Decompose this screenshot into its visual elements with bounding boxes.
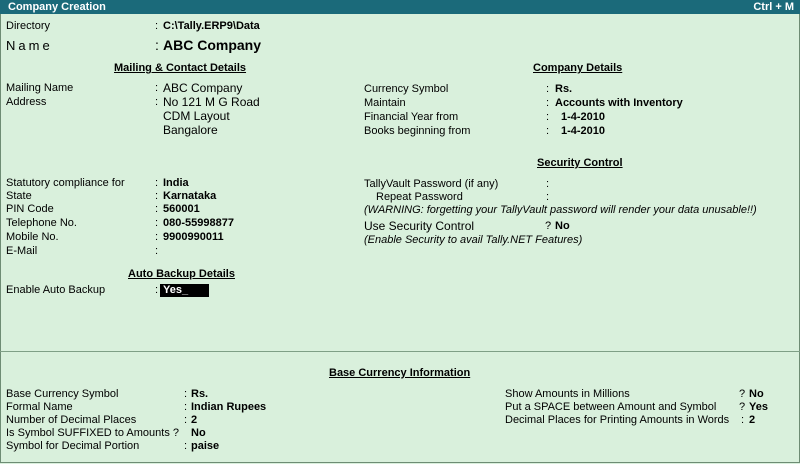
colon: : [155,284,159,296]
space-field[interactable]: Yes [749,401,768,413]
title-bar [0,0,800,14]
telephone-label: Telephone No. [6,217,77,229]
maintain-field[interactable]: Accounts with Inventory [555,97,683,109]
address-label: Address [6,96,47,108]
colon: : [155,245,159,257]
mobile-field[interactable]: 9900990011 [163,231,224,243]
state-label: State [6,190,32,202]
colon: : [155,20,159,32]
maintain-label: Maintain [364,97,406,109]
colon: : [155,96,159,108]
vault-warning: (WARNING: forgetting your TallyVault password will render your data unusable!!) [364,204,757,216]
colon: : [155,37,159,53]
colon: : [184,401,188,413]
words-decimal-label: Decimal Places for Printing Amounts in Words [505,414,730,426]
enable-backup-field[interactable]: Yes_ [160,284,209,297]
colon: : [155,177,159,189]
backup-heading: Auto Backup Details [128,268,235,280]
directory-label: Directory [6,20,51,32]
decimal-places-field[interactable]: 2 [191,414,198,426]
statutory-label: Statutory compliance for [6,177,125,189]
pin-field[interactable]: 560001 [163,203,200,215]
words-decimal-field[interactable]: 2 [749,414,756,426]
colon: : [546,111,550,123]
space-label: Put a SPACE between Amount and Symbol [505,401,717,413]
mailing-name-label: Mailing Name [6,82,74,94]
formal-name-label: Formal Name [6,401,73,413]
colon: : [155,231,159,243]
address-line-2[interactable]: CDM Layout [163,109,230,123]
company-name-field[interactable]: ABC Company [163,37,262,53]
use-security-label: Use Security Control [364,219,475,233]
formal-name-field[interactable]: Indian Rupees [191,401,267,413]
colon: : [546,83,550,95]
suffix-label: Is Symbol SUFFIXED to Amounts ? [6,427,180,439]
window-title: Company Creation [8,1,106,13]
books-field[interactable]: 1-4-2010 [561,125,606,137]
question-mark: ? [545,220,552,232]
name-label: Name [6,38,53,53]
colon: : [155,217,159,229]
fy-label: Financial Year from [364,111,459,123]
currency-symbol-field[interactable]: Rs. [555,83,573,95]
statutory-field[interactable]: India [163,177,189,189]
currency-symbol-label: Currency Symbol [364,83,449,95]
state-field[interactable]: Karnataka [163,190,217,202]
mobile-label: Mobile No. [6,231,59,243]
colon: : [155,190,159,202]
colon: : [184,440,188,452]
security-heading: Security Control [537,157,623,169]
colon: : [184,388,188,400]
suffix-field[interactable]: No [191,427,206,439]
shortcut-label: Ctrl + M [753,1,794,13]
question-mark: ? [739,401,746,413]
colon: : [546,125,550,137]
address-line-1[interactable]: No 121 M G Road [163,95,260,109]
colon: : [741,414,745,426]
colon: : [155,203,159,215]
pin-label: PIN Code [6,203,54,215]
security-note: (Enable Security to avail Tally.NET Features) [364,234,583,246]
directory-value[interactable]: C:\Tally.ERP9\Data [163,20,260,32]
section-divider [0,351,800,352]
base-symbol-field[interactable]: Rs. [191,388,209,400]
question-mark: ? [739,388,746,400]
decimal-symbol-label: Symbol for Decimal Portion [6,440,140,452]
colon: : [155,82,159,94]
fy-field[interactable]: 1-4-2010 [561,111,606,123]
vault-password-label: TallyVault Password (if any) [364,178,499,190]
enable-backup-label: Enable Auto Backup [6,284,106,296]
colon: : [546,97,550,109]
telephone-field[interactable]: 080-55998877 [163,217,234,229]
mailing-name-field[interactable]: ABC Company [163,81,243,95]
colon[interactable]: : [546,191,550,203]
mailing-heading: Mailing & Contact Details [114,62,247,74]
millions-field[interactable]: No [749,388,764,400]
colon[interactable]: : [546,178,550,190]
books-label: Books beginning from [364,125,471,137]
repeat-password-label: Repeat Password [376,191,463,203]
use-security-field[interactable]: No [555,220,570,232]
colon: : [184,414,188,426]
email-label: E-Mail [6,245,38,257]
address-line-3[interactable]: Bangalore [163,123,218,137]
decimal-places-label: Number of Decimal Places [6,414,137,426]
base-symbol-label: Base Currency Symbol [6,388,119,400]
millions-label: Show Amounts in Millions [505,388,630,400]
base-currency-heading: Base Currency Information [329,367,471,379]
decimal-symbol-field[interactable]: paise [191,440,220,452]
company-details-heading: Company Details [533,62,623,74]
